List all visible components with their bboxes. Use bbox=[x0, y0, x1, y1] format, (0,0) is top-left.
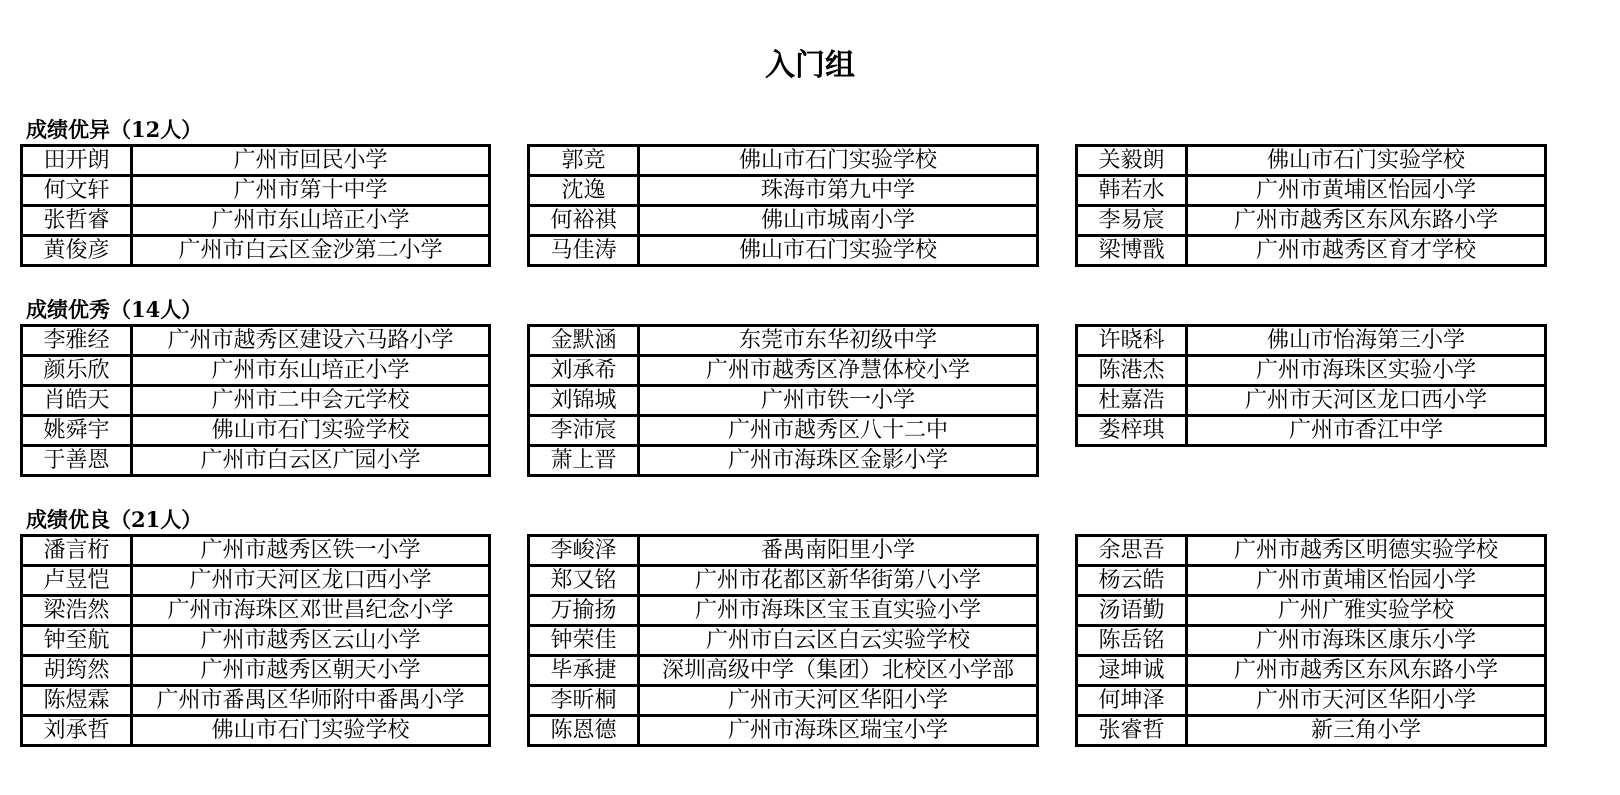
student-name: 韩若水 bbox=[1078, 177, 1188, 204]
school-name: 广州市天河区华阳小学 bbox=[1255, 688, 1476, 713]
school-name: 佛山市怡海第三小学 bbox=[1266, 328, 1465, 353]
school-name: 东莞市东华初级中学 bbox=[738, 328, 937, 353]
table-row bbox=[1078, 174, 1544, 204]
school-name: 佛山市石门实验学校 bbox=[738, 148, 937, 173]
student-name: 姚舜宇 bbox=[23, 417, 133, 444]
table-row bbox=[1078, 624, 1544, 654]
student-name: 杨云皓 bbox=[1078, 567, 1188, 594]
table-row bbox=[1078, 594, 1544, 624]
school-name: 广州市铁一小学 bbox=[760, 388, 915, 413]
student-name: 杜嘉浩 bbox=[1078, 387, 1188, 414]
school-name: 新三角小学 bbox=[1310, 718, 1421, 743]
school-name: 广州市番禺区华师附中番禺小学 bbox=[156, 688, 465, 713]
section-heading: 成绩优秀（14人） bbox=[26, 297, 203, 322]
table-row bbox=[1078, 147, 1544, 174]
school-name: 广州市东山培正小学 bbox=[211, 208, 410, 233]
table-row bbox=[1078, 654, 1544, 684]
table-row bbox=[23, 537, 488, 564]
student-name: 金默涵 bbox=[530, 327, 640, 354]
school-name: 广州市海珠区金影小学 bbox=[727, 448, 948, 473]
student-name: 黄俊彦 bbox=[23, 237, 133, 264]
school-name: 广州市白云区金沙第二小学 bbox=[178, 238, 443, 263]
student-name: 万揄扬 bbox=[530, 597, 640, 624]
table-row bbox=[23, 204, 488, 234]
award-table bbox=[527, 144, 1039, 267]
school-name: 广州市海珠区瑞宝小学 bbox=[727, 718, 948, 743]
student-name: 李沛宸 bbox=[530, 417, 640, 444]
school-name: 广州市白云区广园小学 bbox=[200, 448, 421, 473]
student-name: 刘承希 bbox=[530, 357, 640, 384]
school-name: 广州市白云区白云实验学校 bbox=[705, 628, 970, 653]
school-name: 广州市海珠区实验小学 bbox=[1255, 358, 1476, 383]
student-name: 李昕桐 bbox=[530, 687, 640, 714]
award-table bbox=[1075, 324, 1547, 447]
table-row bbox=[23, 564, 488, 594]
student-name: 陈岳铭 bbox=[1078, 627, 1188, 654]
table-row bbox=[1078, 234, 1544, 264]
school-name: 广州市越秀区八十二中 bbox=[727, 418, 948, 443]
student-name: 田开朗 bbox=[23, 147, 133, 174]
student-name: 毕承捷 bbox=[530, 657, 640, 684]
student-name: 逯坤诚 bbox=[1078, 657, 1188, 684]
school-name: 广州市越秀区净慧体校小学 bbox=[705, 358, 970, 383]
table-row bbox=[530, 624, 1036, 654]
student-name: 陈港杰 bbox=[1078, 357, 1188, 384]
award-table bbox=[20, 144, 491, 267]
table-row bbox=[23, 147, 488, 174]
table-row bbox=[530, 354, 1036, 384]
student-name: 萧上晋 bbox=[530, 447, 640, 474]
table-row bbox=[530, 204, 1036, 234]
table-row bbox=[530, 384, 1036, 414]
student-name: 郑又铭 bbox=[530, 567, 640, 594]
table-row bbox=[530, 684, 1036, 714]
school-name: 佛山市城南小学 bbox=[760, 208, 915, 233]
table-row bbox=[23, 414, 488, 444]
student-name: 卢昱恺 bbox=[23, 567, 133, 594]
student-name: 何坤泽 bbox=[1078, 687, 1188, 714]
school-name: 番禺南阳里小学 bbox=[760, 538, 915, 563]
student-name: 梁博戬 bbox=[1078, 237, 1188, 264]
table-row bbox=[1078, 564, 1544, 594]
table-row bbox=[530, 147, 1036, 174]
student-name: 马佳涛 bbox=[530, 237, 640, 264]
school-name: 广州市海珠区宝玉直实验小学 bbox=[694, 598, 981, 623]
table-row bbox=[1078, 354, 1544, 384]
table-row bbox=[23, 354, 488, 384]
table-row bbox=[530, 174, 1036, 204]
school-name: 广州市越秀区明德实验学校 bbox=[1233, 538, 1498, 563]
section-heading: 成绩优良（21人） bbox=[26, 507, 203, 532]
student-name: 张哲睿 bbox=[23, 207, 133, 234]
table-row bbox=[23, 654, 488, 684]
school-name: 广州市越秀区建设六马路小学 bbox=[167, 328, 454, 353]
award-table bbox=[20, 324, 491, 477]
student-name: 于善恩 bbox=[23, 447, 133, 474]
table-row bbox=[530, 414, 1036, 444]
student-name: 汤语勤 bbox=[1078, 597, 1188, 624]
table-row bbox=[23, 384, 488, 414]
table-row bbox=[1078, 204, 1544, 234]
school-name: 佛山市石门实验学校 bbox=[738, 238, 937, 263]
award-table bbox=[527, 324, 1039, 477]
student-name: 郭竞 bbox=[530, 147, 640, 174]
table-row bbox=[530, 654, 1036, 684]
school-name: 珠海市第九中学 bbox=[760, 178, 915, 203]
table-row bbox=[1078, 327, 1544, 354]
school-name: 广州市海珠区邓世昌纪念小学 bbox=[167, 598, 454, 623]
table-row bbox=[23, 234, 488, 264]
student-name: 颜乐欣 bbox=[23, 357, 133, 384]
school-name: 广州市海珠区康乐小学 bbox=[1255, 628, 1476, 653]
section-heading: 成绩优异（12人） bbox=[26, 117, 203, 142]
table-row bbox=[23, 174, 488, 204]
school-name: 佛山市石门实验学校 bbox=[1266, 148, 1465, 173]
table-row bbox=[1078, 684, 1544, 714]
school-name: 广州市天河区龙口西小学 bbox=[189, 568, 432, 593]
student-name: 胡筠然 bbox=[23, 657, 133, 684]
student-name: 娄梓琪 bbox=[1078, 417, 1188, 444]
student-name: 陈恩德 bbox=[530, 717, 640, 744]
student-name: 沈逸 bbox=[530, 177, 640, 204]
school-name: 佛山市石门实验学校 bbox=[211, 718, 410, 743]
table-row bbox=[530, 594, 1036, 624]
table-row bbox=[530, 444, 1036, 474]
student-name: 刘承哲 bbox=[23, 717, 133, 744]
award-table bbox=[527, 534, 1039, 747]
school-name: 广州市越秀区东风东路小学 bbox=[1233, 658, 1498, 683]
student-name: 钟至航 bbox=[23, 627, 133, 654]
table-row bbox=[1078, 384, 1544, 414]
table-row bbox=[530, 234, 1036, 264]
table-row bbox=[1078, 714, 1544, 744]
school-name: 广州市黄埔区怡园小学 bbox=[1255, 178, 1476, 203]
student-name: 何裕祺 bbox=[530, 207, 640, 234]
school-name: 广州市第十中学 bbox=[233, 178, 388, 203]
school-name: 广州市越秀区云山小学 bbox=[200, 628, 421, 653]
table-row bbox=[23, 684, 488, 714]
table-row bbox=[530, 714, 1036, 744]
student-name: 何文轩 bbox=[23, 177, 133, 204]
table-row bbox=[530, 564, 1036, 594]
award-table bbox=[20, 534, 491, 747]
student-name: 肖皓天 bbox=[23, 387, 133, 414]
student-name: 李峻泽 bbox=[530, 537, 640, 564]
student-name: 李雅经 bbox=[23, 327, 133, 354]
table-row bbox=[23, 594, 488, 624]
school-name: 广州市越秀区东风东路小学 bbox=[1233, 208, 1498, 233]
school-name: 广州市越秀区育才学校 bbox=[1255, 238, 1476, 263]
school-name: 深圳高级中学（集团）北校区小学部 bbox=[661, 658, 1014, 683]
table-row bbox=[23, 624, 488, 654]
page-title: 入门组 bbox=[765, 48, 855, 83]
school-name: 广州市天河区华阳小学 bbox=[727, 688, 948, 713]
school-name: 广州市二中会元学校 bbox=[211, 388, 410, 413]
table-row bbox=[530, 327, 1036, 354]
table-row bbox=[530, 537, 1036, 564]
student-name: 许晓科 bbox=[1078, 327, 1188, 354]
table-row bbox=[23, 327, 488, 354]
table-row bbox=[1078, 537, 1544, 564]
award-table bbox=[1075, 534, 1547, 747]
student-name: 关毅朗 bbox=[1078, 147, 1188, 174]
student-name: 梁浩然 bbox=[23, 597, 133, 624]
table-row bbox=[1078, 414, 1544, 444]
school-name: 广州市黄埔区怡园小学 bbox=[1255, 568, 1476, 593]
student-name: 李易宸 bbox=[1078, 207, 1188, 234]
school-name: 广州市回民小学 bbox=[233, 148, 388, 173]
school-name: 佛山市石门实验学校 bbox=[211, 418, 410, 443]
award-table bbox=[1075, 144, 1547, 267]
student-name: 钟荣佳 bbox=[530, 627, 640, 654]
table-row bbox=[23, 444, 488, 474]
school-name: 广州市越秀区朝天小学 bbox=[200, 658, 421, 683]
school-name: 广州广雅实验学校 bbox=[1277, 598, 1454, 623]
student-name: 余思吾 bbox=[1078, 537, 1188, 564]
student-name: 刘锦城 bbox=[530, 387, 640, 414]
table-row bbox=[23, 714, 488, 744]
student-name: 潘言桁 bbox=[23, 537, 133, 564]
school-name: 广州市越秀区铁一小学 bbox=[200, 538, 421, 563]
school-name: 广州市花都区新华街第八小学 bbox=[694, 568, 981, 593]
school-name: 广州市天河区龙口西小学 bbox=[1244, 388, 1487, 413]
school-name: 广州市东山培正小学 bbox=[211, 358, 410, 383]
student-name: 张睿哲 bbox=[1078, 717, 1188, 744]
student-name: 陈煜霖 bbox=[23, 687, 133, 714]
school-name: 广州市香江中学 bbox=[1288, 418, 1443, 443]
